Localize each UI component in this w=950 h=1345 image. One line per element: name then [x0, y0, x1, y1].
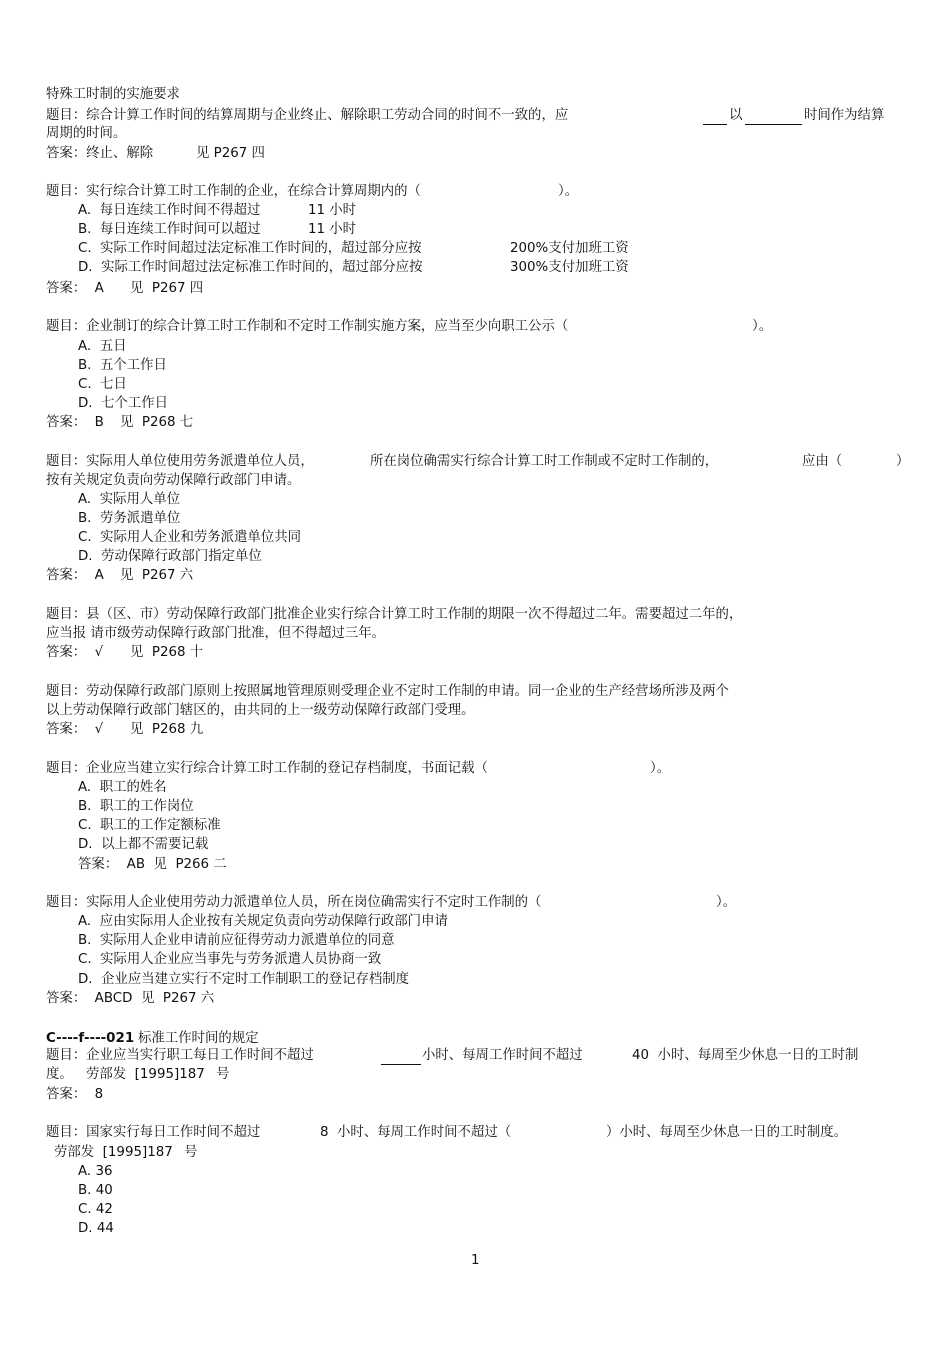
q2-option-b-tail: 11 小时 — [308, 222, 357, 237]
q7-option-a: A. 职工的姓名 — [78, 780, 167, 795]
q10-option-b: B. 40 — [78, 1183, 113, 1198]
q2-answer: 答案： A — [46, 281, 104, 296]
q6-line1: 题目：劳动保障行政部门原则上按照属地管理原则受理企业不定时工作制的申请。同一企业的生产经营场所涉及两个 — [46, 684, 729, 699]
q4-answer: 答案： A — [46, 568, 104, 583]
q7-stem-end: ）。 — [650, 761, 671, 776]
q3-option-c: C. 七日 — [78, 377, 127, 392]
section2-code: C----f----021 — [46, 1031, 135, 1046]
q4-line1: 题目：实际用人单位使用劳务派遣单位人员， — [46, 454, 314, 469]
q3-option-a: A. 五日 — [78, 339, 127, 354]
q4-line1-end: ） — [896, 454, 910, 469]
q4-option-b: B. 劳务派遣单位 — [78, 511, 181, 526]
q2-ref: 见 P267 四 — [130, 281, 204, 296]
q7-answer: 答案： AB 见 P266 二 — [78, 857, 227, 872]
q1-answer: 答案：终止、解除 — [46, 146, 154, 161]
q10-option-c: C. 42 — [78, 1202, 113, 1217]
q10-option-a: A. 36 — [78, 1164, 113, 1179]
q1-ref: 见 P267 四 — [196, 146, 265, 161]
q9-line2: 度。 — [46, 1067, 73, 1082]
q9-line2-end: 号 — [216, 1067, 230, 1082]
q4-line1-paren: 应由（ — [802, 454, 843, 469]
q8-option-c: C. 实际用人企业应当事先与劳务派遣人员协商一致 — [78, 952, 382, 967]
q6-answer: 答案： √ — [46, 722, 104, 737]
q7-option-b: B. 职工的工作岗位 — [78, 799, 194, 814]
q9-line1-end: 40 小时、每周至少休息一日的工时制 — [632, 1048, 859, 1063]
q10-line1-mid: 8 小时、每周工作时间不超过（ — [320, 1125, 512, 1140]
q8-option-d: D. 企业应当建立实行不定时工作制职工的登记存档制度 — [78, 972, 410, 987]
q7-option-d: D. 以上都不需要记载 — [78, 837, 209, 852]
q4-line2: 按有关规定负责向劳动保障行政部门申请。 — [46, 473, 301, 488]
q2-option-a-tail: 11 小时 — [308, 203, 357, 218]
q9-line1-mid: 小时、每周工作时间不超过 — [422, 1048, 583, 1063]
q2-option-d-tail: 300%支付加班工资 — [510, 260, 629, 275]
q8-option-b: B. 实际用人企业申请前应征得劳动力派遣单位的同意 — [78, 933, 395, 948]
q10-line1: 题目：国家实行每日工作时间不超过 — [46, 1125, 261, 1140]
q4-line1-mid: 所在岗位确需实行综合计算工时工作制或不定时工作制的， — [370, 454, 719, 469]
q2-stem: 题目：实行综合计算工时工作制的企业，在综合计算周期内的（ — [46, 184, 421, 199]
q3-stem: 题目：企业制订的综合计算工时工作制和不定时工作制实施方案，应当至少向职工公示（ — [46, 319, 569, 334]
q3-stem-end: ）。 — [752, 319, 773, 334]
section2-title: 标准工作时间的规定 — [138, 1031, 259, 1046]
q5-ref: 见 P268 十 — [130, 645, 204, 660]
q2-option-c-tail: 200%支付加班工资 — [510, 241, 629, 256]
q10-line2-doc: 劳部发 [1995]187 — [54, 1145, 173, 1160]
q2-option-c: C. 实际工作时间超过法定标准工作时间的，超过部分应按 — [78, 241, 422, 256]
q8-answer: 答案： ABCD 见 P267 六 — [46, 991, 215, 1006]
q4-option-d: D. 劳动保障行政部门指定单位 — [78, 549, 262, 564]
q10-line1-end: ）小时、每周至少休息一日的工时制度。 — [606, 1125, 848, 1140]
q1-line1-mid: 以 — [729, 108, 743, 123]
q5-line2: 应当报 请市级劳动保障行政部门批准，但不得超过三年。 — [46, 626, 386, 641]
q3-ref: 见 P268 七 — [120, 415, 194, 430]
q8-option-a: A. 应由实际用人企业按有关规定负责向劳动保障行政部门申请 — [78, 914, 448, 929]
q3-option-b: B. 五个工作日 — [78, 358, 167, 373]
q3-answer: 答案： B — [46, 415, 104, 430]
q10-line2-end: 号 — [184, 1145, 198, 1160]
q10-option-d: D. 44 — [78, 1221, 114, 1236]
q2-stem-end: ）。 — [558, 184, 579, 199]
q7-option-c: C. 职工的工作定额标准 — [78, 818, 221, 833]
q2-option-a: A. 每日连续工作时间不得超过 — [78, 203, 261, 218]
q1-line1-end: 时间作为结算 — [804, 108, 885, 123]
q4-ref: 见 P267 六 — [120, 568, 194, 583]
page-number: 1 — [471, 1253, 480, 1268]
q8-stem-end: ）。 — [716, 895, 737, 910]
q9-line1: 题目：企业应当实行职工每日工作时间不超过 — [46, 1048, 314, 1063]
q3-option-d: D. 七个工作日 — [78, 396, 169, 411]
q9-answer: 答案： 8 — [46, 1087, 104, 1102]
q9-line2-doc: 劳部发 [1995]187 — [86, 1067, 205, 1082]
q1-line1: 题目：综合计算工作时间的结算周期与企业终止、解除职工劳动合同的时间不一致的，应 — [46, 108, 569, 123]
q8-stem: 题目：实际用人企业使用劳动力派遣单位人员，所在岗位确需实行不定时工作制的（ — [46, 895, 542, 910]
section-title: 特殊工时制的实施要求 — [46, 87, 180, 102]
q2-option-d: D. 实际工作时间超过法定标准工作时间的，超过部分应按 — [78, 260, 423, 275]
q1-line2: 周期的时间。 — [46, 126, 127, 141]
q2-option-b: B. 每日连续工作时间可以超过 — [78, 222, 261, 237]
q4-option-c: C. 实际用人企业和劳务派遣单位共同 — [78, 530, 301, 545]
q6-ref: 见 P268 九 — [130, 722, 204, 737]
q7-stem: 题目：企业应当建立实行综合计算工时工作制的登记存档制度，书面记载（ — [46, 761, 488, 776]
q5-answer: 答案： √ — [46, 645, 104, 660]
q1-blank-2 — [745, 124, 802, 125]
q5-line1: 题目：县（区、市）劳动保障行政部门批准企业实行综合计算工时工作制的期限一次不得超过二年。需要超过二年的， — [46, 607, 743, 622]
q1-blank-1 — [703, 124, 727, 125]
q9-blank — [381, 1064, 421, 1065]
q6-line2: 以上劳动保障行政部门辖区的，由共同的上一级劳动保障行政部门受理。 — [46, 703, 475, 718]
q4-option-a: A. 实际用人单位 — [78, 492, 181, 507]
